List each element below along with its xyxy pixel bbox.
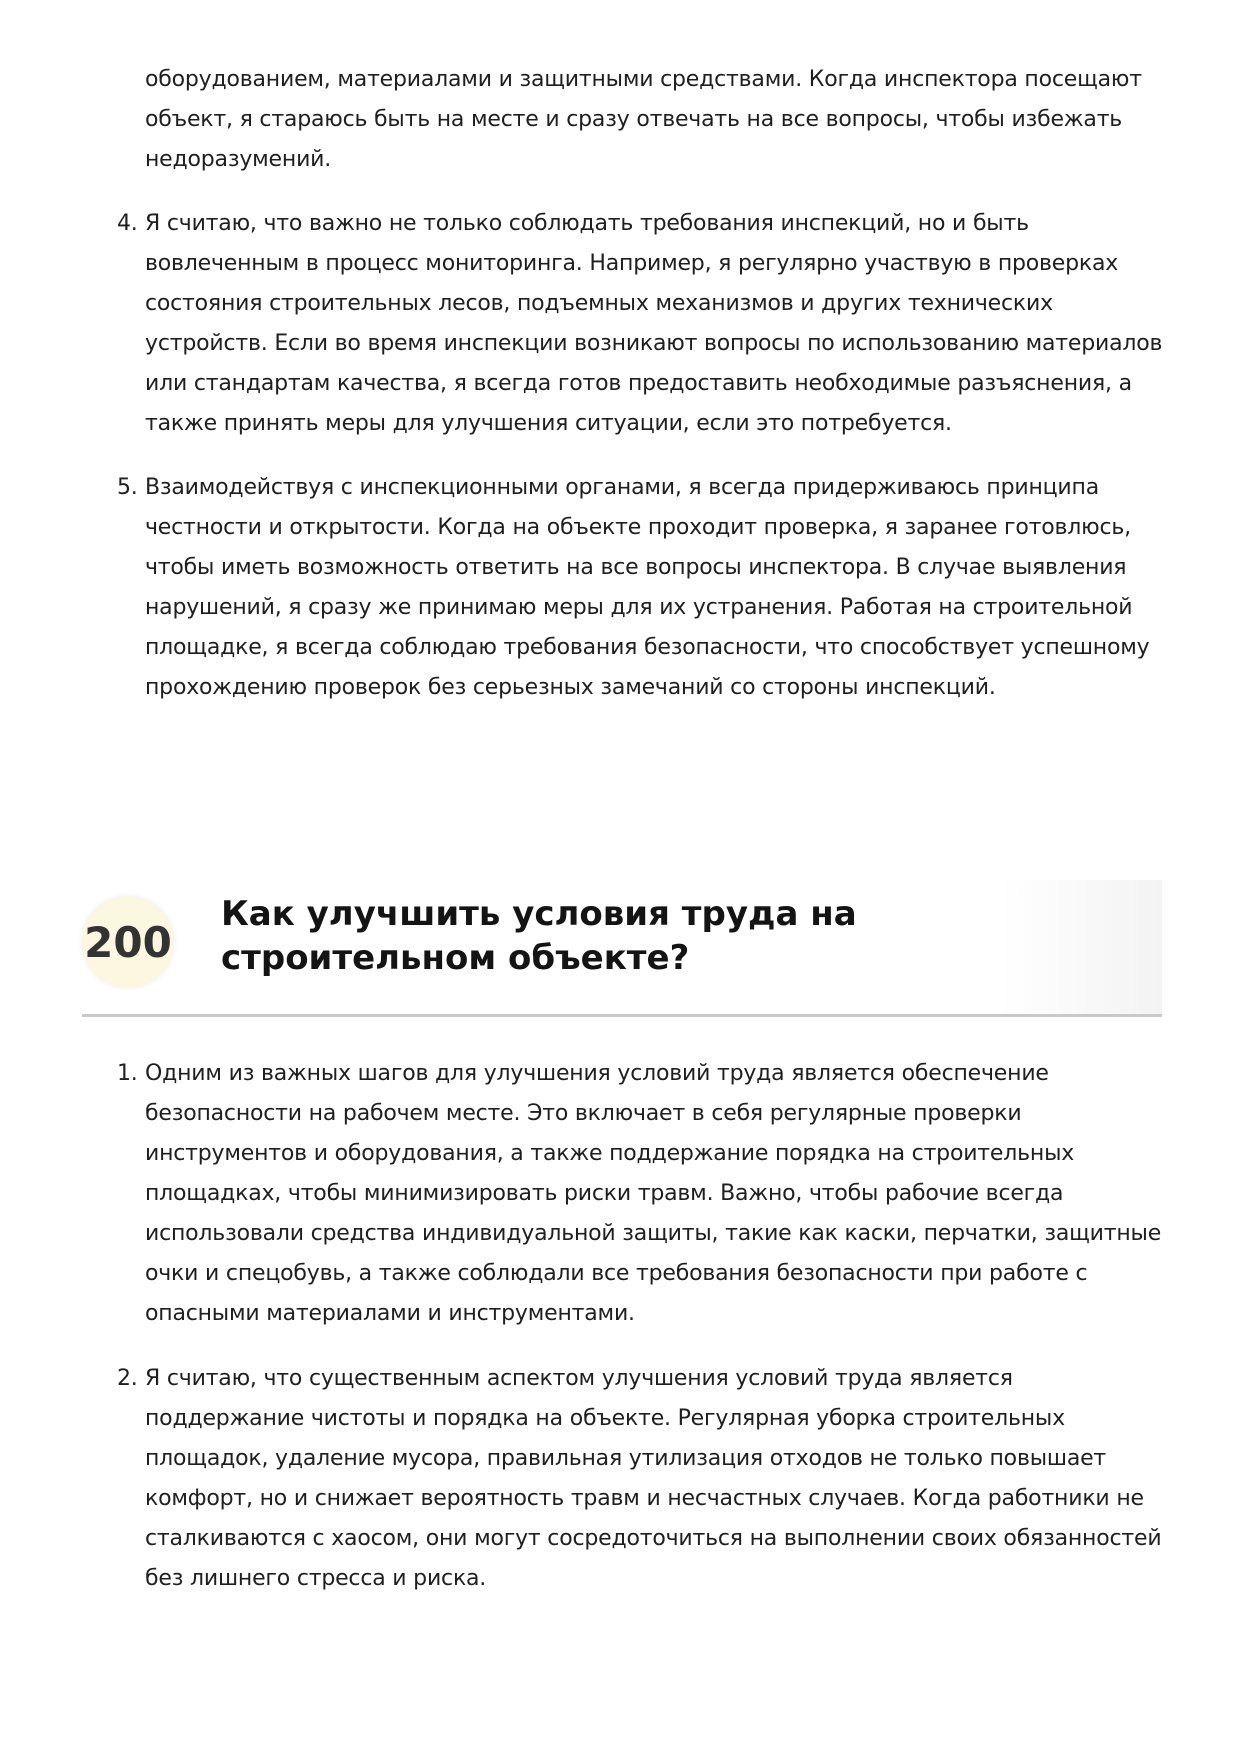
question-title: Как улучшить условия труда на строительном объекте? [221,894,857,978]
list-item [117,468,1165,708]
list-item-number: 4. [117,211,138,236]
list-item-text: Я считаю, что существенным аспектом улучшения условий труда является поддержание чистоты и порядка на объекте. Регулярная уборка строительных площадок, удаление мусора, правильная утилизация отходов не только повышает комфорт, но и снижает вероятность травм и несчастных случаев. Когда работники не сталкиваются с хаосом, они могут сосредоточиться на выполнении своих обязанностей без лишнего стресса и риска. [145,1366,1162,1591]
list-item [117,1054,1165,1334]
list-item-text: Взаимодействуя с инспекционными органами, я всегда придерживаюсь принципа честности и открытости. Когда на объекте проходит проверка, я заранее готовлюсь, чтобы иметь возможность ответить на все вопросы инспектора. В случае выявления нарушений, я сразу же принимаю меры для их устранения. Работая на строительной площадке, я всегда соблюдаю требования безопасности, что способствует успешному прохождению проверок без серьезных замечаний со стороны инспекций. [145,475,1150,700]
question-number-badge: 200 [82,896,174,988]
list-item-number: 2. [117,1366,138,1391]
list-item-text: Я считаю, что важно не только соблюдать требования инспекций, но и быть вовлеченным в процесс мониторинга. Например, я регулярно участвую в проверках состояния строительных лесов, подъемных механизмов и других технических устройств. Если во время инспекции возникают вопросы по использованию материалов или стандартам качества, я всегда готов предоставить необходимые разъяснения, а также принять меры для улучшения ситуации, если это потребуется. [145,211,1163,436]
list-item-text: Одним из важных шагов для улучшения условий труда является обеспечение безопасности на рабочем месте. Это включает в себя регулярные проверки инструментов и оборудования, а также поддержание порядка на строительных площадках, чтобы минимизировать риски травм. Важно, чтобы рабочие всегда использовали средства индивидуальной защиты, такие как каски, перчатки, защитные очки и спецобувь, а также соблюдали все требования безопасности при работе с опасными материалами и инструментами. [145,1061,1162,1326]
list-item-number: 5. [117,475,138,500]
question-header [82,880,1162,1017]
list-item [117,204,1165,444]
list-item [117,1359,1165,1599]
continued-paragraph: оборудованием, материалами и защитными средствами. Когда инспектора посещают объект, я стараюсь быть на месте и сразу отвечать на все вопросы, чтобы избежать недоразумений. [145,67,1142,172]
list-item-number: 1. [117,1061,138,1086]
